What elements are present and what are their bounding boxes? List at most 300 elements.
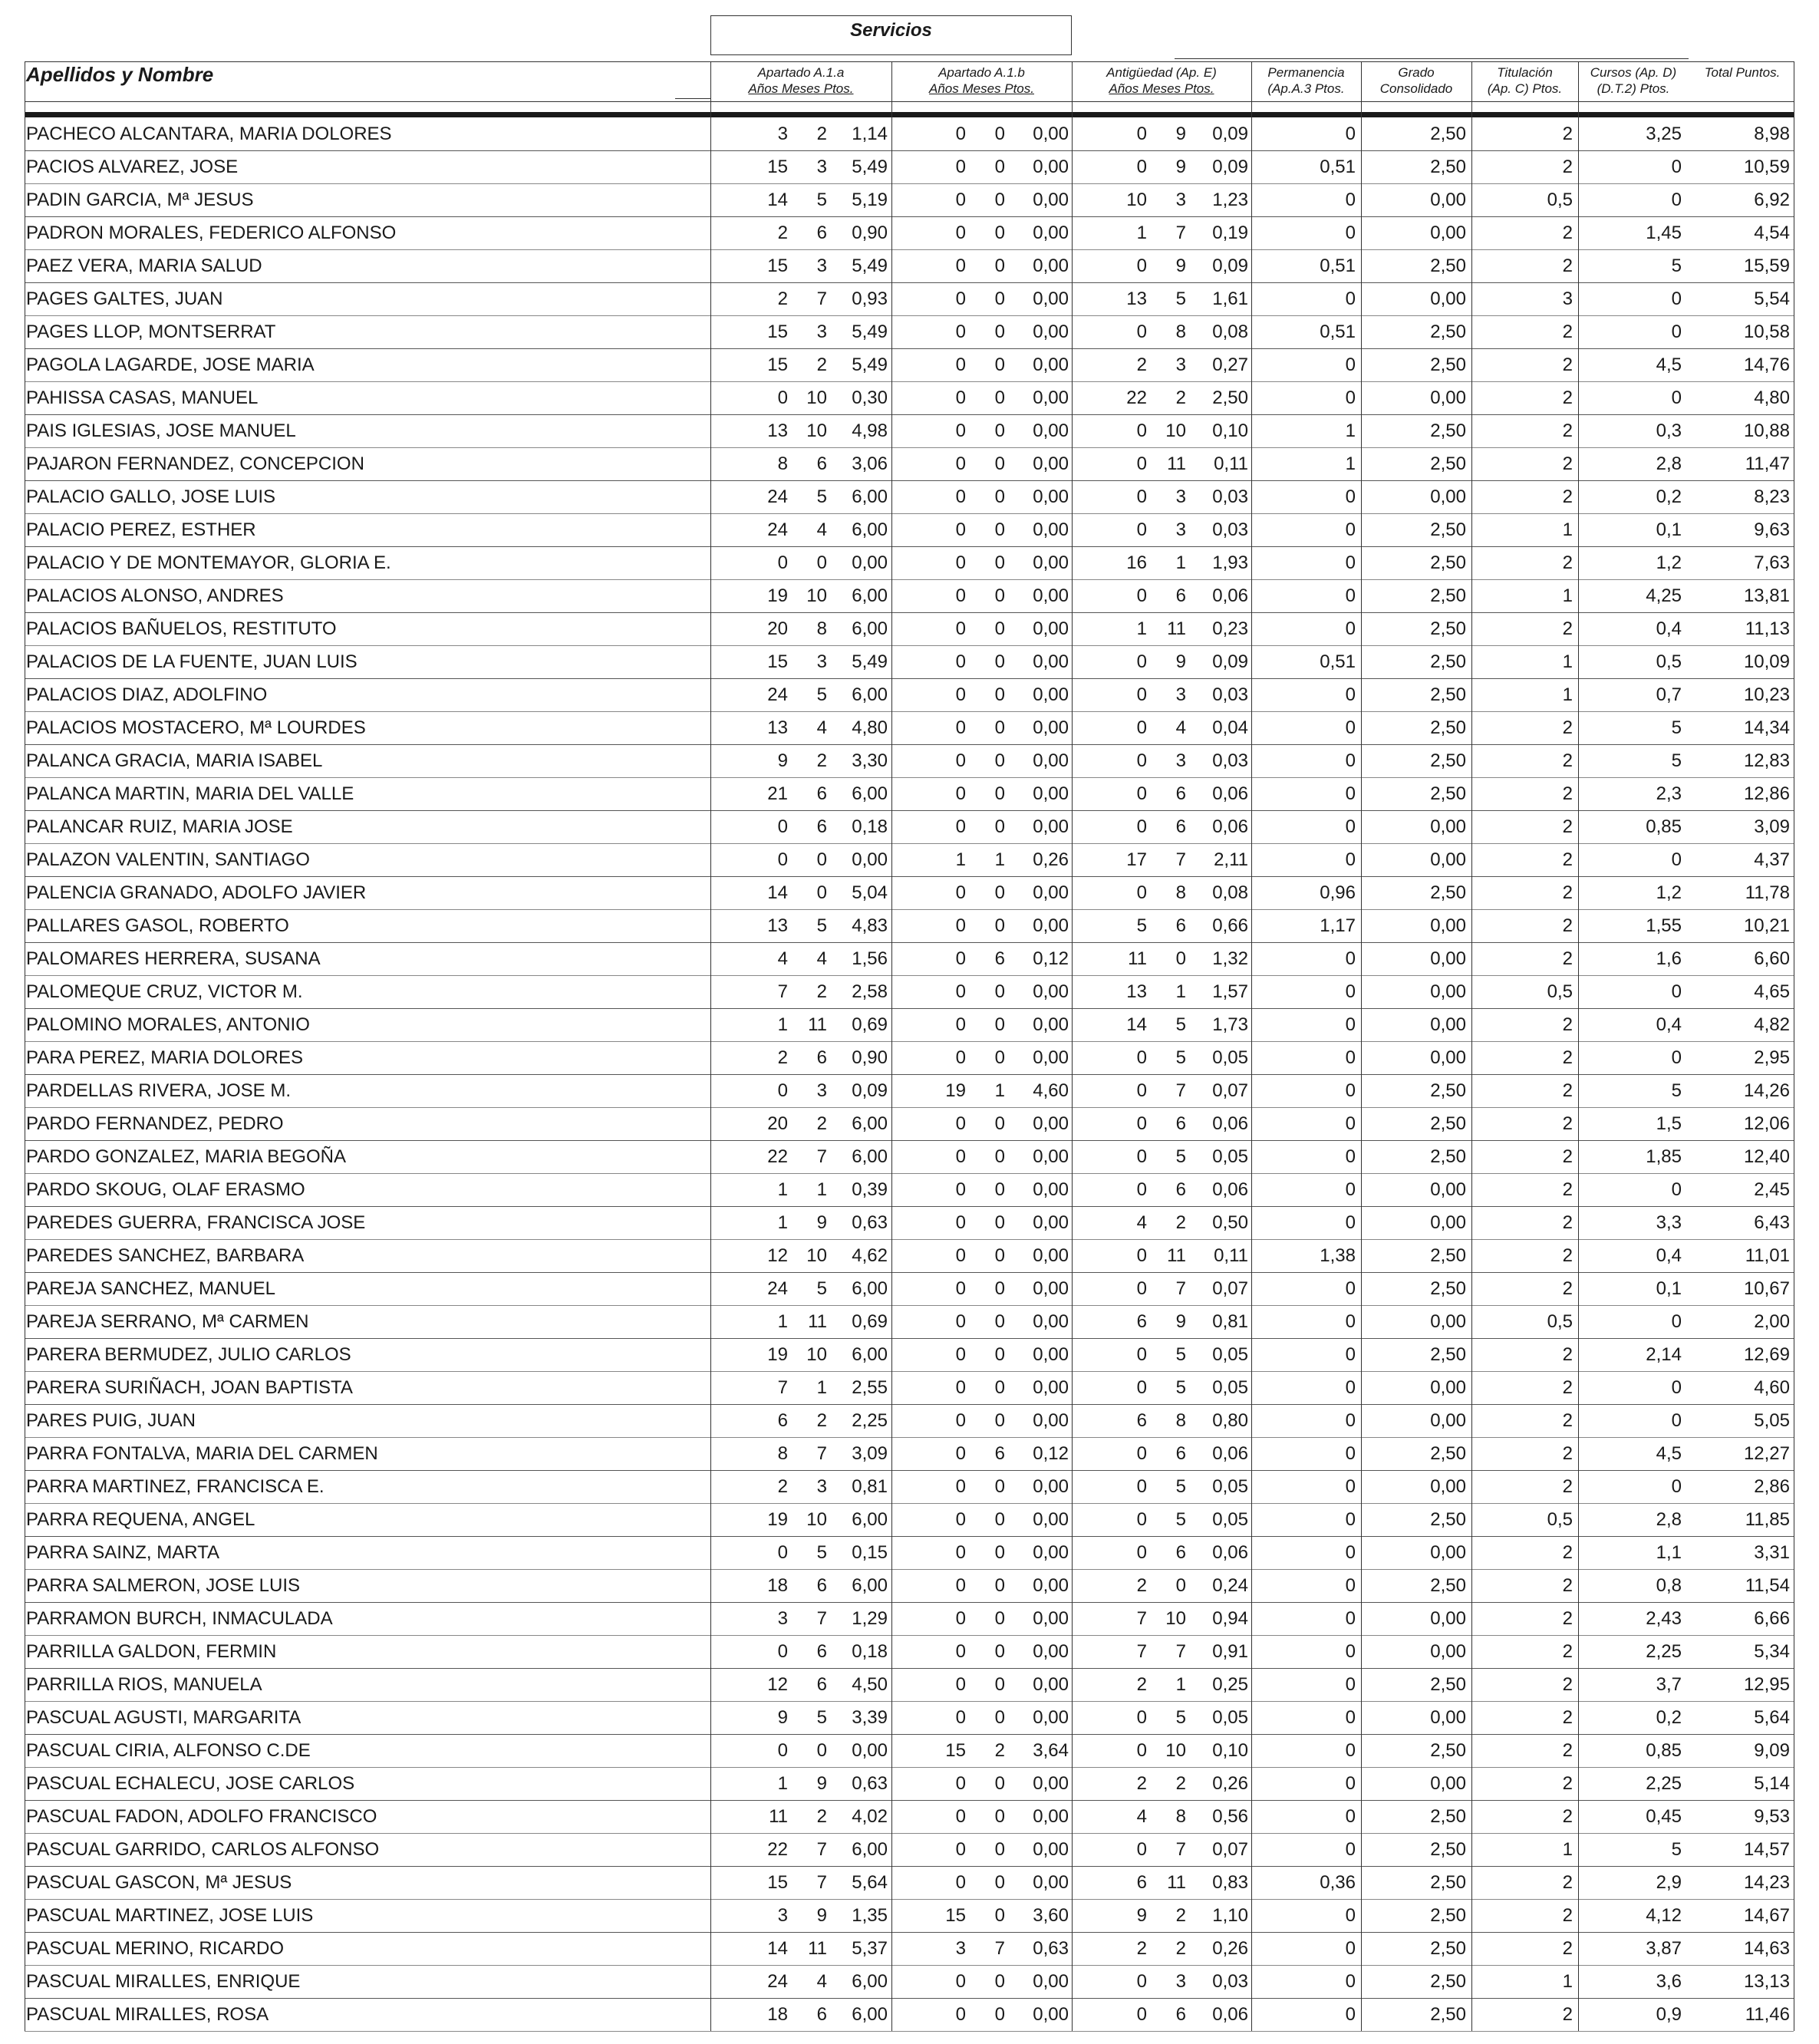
cell-a1a-months: 9: [816, 1212, 827, 1233]
cell-total-points: 12,83: [1743, 750, 1790, 771]
cell-a1b-years: 0: [955, 1212, 966, 1233]
servicios-header: Servicios: [710, 15, 1072, 55]
cell-total-points: 5,64: [1754, 1707, 1790, 1728]
cell-a1a-months: 6: [816, 1047, 827, 1068]
cell-antiguedad-points: 0,03: [1212, 519, 1248, 540]
cell-a1a-points: 5,04: [852, 882, 888, 903]
cell-titulacion-points: 1: [1562, 651, 1573, 672]
cell-permanencia-points: 0: [1345, 2004, 1356, 2025]
cell-antiguedad-months: 5: [1175, 1047, 1186, 1068]
cell-a1a-months: 5: [816, 915, 827, 936]
cell-permanencia-points: 1: [1345, 420, 1356, 441]
cell-name: PADIN GARCIA, Mª JESUS: [26, 190, 254, 210]
cell-permanencia-points: 0,51: [1320, 256, 1356, 276]
cell-antiguedad-points: 0,09: [1212, 157, 1248, 177]
cell-antiguedad-points: 0,91: [1212, 1641, 1248, 1662]
cell-permanencia-points: 0: [1345, 1311, 1356, 1332]
cell-antiguedad-months: 3: [1175, 354, 1186, 375]
cell-titulacion-points: 1: [1562, 585, 1573, 606]
cell-name: PARA PEREZ, MARIA DOLORES: [26, 1047, 303, 1068]
cell-a1a-points: 6,00: [852, 1344, 888, 1365]
cell-total-points: 3,09: [1754, 816, 1790, 837]
cell-a1b-years: 0: [955, 1509, 966, 1530]
table-row: [0, 1932, 1819, 1965]
cell-antiguedad-years: 0: [1136, 1839, 1147, 1860]
header-top-rule: [25, 61, 1794, 62]
cell-permanencia-points: 1,17: [1320, 915, 1356, 936]
cell-permanencia-points: 0: [1345, 1410, 1356, 1431]
cell-a1b-points: 0,00: [1033, 717, 1069, 738]
cell-a1b-years: 15: [945, 1740, 966, 1761]
cell-antiguedad-years: 0: [1136, 519, 1147, 540]
column-divider: [1251, 61, 1252, 2031]
cell-total-points: 11,01: [1745, 1245, 1790, 1266]
cell-antiguedad-points: 0,05: [1212, 1377, 1248, 1398]
cell-total-points: 5,05: [1754, 1410, 1790, 1431]
cell-a1a-years: 15: [767, 651, 788, 672]
cell-a1b-months: 0: [994, 190, 1005, 210]
cell-permanencia-points: 0: [1345, 1014, 1356, 1035]
cell-total-points: 12,40: [1743, 1146, 1790, 1167]
cell-name: PALACIO PEREZ, ESTHER: [26, 519, 256, 540]
cell-antiguedad-points: 0,66: [1212, 915, 1248, 936]
cell-antiguedad-months: 9: [1175, 157, 1186, 177]
cell-antiguedad-points: 0,04: [1212, 717, 1248, 738]
cell-total-points: 11,47: [1745, 453, 1790, 474]
cell-name: PAJARON FERNANDEZ, CONCEPCION: [26, 453, 364, 474]
cell-antiguedad-points: 0,06: [1212, 2004, 1248, 2025]
cell-titulacion-points: 2: [1562, 1806, 1573, 1827]
cell-a1a-years: 15: [767, 321, 788, 342]
cell-name: PALANCAR RUIZ, MARIA JOSE: [26, 816, 293, 837]
cell-a1a-years: 9: [777, 750, 788, 771]
cell-a1a-months: 0: [816, 882, 827, 903]
cell-name: PARRA REQUENA, ANGEL: [26, 1509, 255, 1530]
cell-antiguedad-months: 10: [1165, 420, 1186, 441]
cell-permanencia-points: 0: [1345, 552, 1356, 573]
cell-antiguedad-years: 5: [1136, 915, 1147, 936]
cell-antiguedad-years: 2: [1136, 1674, 1147, 1695]
cell-cursos-points: 1,2: [1656, 552, 1682, 573]
cell-grado-points: 0,00: [1430, 190, 1466, 210]
cell-a1a-years: 2: [777, 1047, 788, 1068]
titulacion-subtitle: (Ap. C) Ptos.: [1487, 81, 1563, 96]
cell-cursos-points: 0: [1671, 1377, 1682, 1398]
cell-permanencia-points: 0: [1345, 585, 1356, 606]
cell-a1b-months: 6: [994, 948, 1005, 969]
table-row: [0, 348, 1819, 381]
cell-permanencia-points: 1,38: [1320, 1245, 1356, 1266]
cell-a1a-months: 11: [808, 1938, 827, 1959]
cell-antiguedad-months: 6: [1175, 1113, 1186, 1134]
cell-a1a-months: 5: [816, 190, 827, 210]
cell-total-points: 9,53: [1754, 1806, 1790, 1827]
cell-total-points: 8,23: [1754, 486, 1790, 507]
cell-grado-points: 2,50: [1430, 585, 1466, 606]
table-row: [0, 480, 1819, 513]
cell-antiguedad-years: 1: [1136, 618, 1147, 639]
cell-a1a-months: 3: [816, 321, 827, 342]
cell-grado-points: 0,00: [1430, 1641, 1466, 1662]
cell-a1b-years: 1: [955, 849, 966, 870]
cell-permanencia-points: 0: [1345, 816, 1356, 837]
cell-antiguedad-months: 0: [1175, 948, 1186, 969]
cell-grado-points: 2,50: [1430, 1806, 1466, 1827]
cell-a1a-months: 2: [816, 1806, 827, 1827]
header-thick-rule: [25, 112, 1794, 117]
cell-a1b-years: 0: [955, 1443, 966, 1464]
cell-a1b-years: 0: [955, 684, 966, 705]
cell-a1a-points: 2,55: [852, 1377, 888, 1398]
cell-permanencia-points: 0: [1345, 1509, 1356, 1530]
cell-cursos-points: 2,25: [1646, 1773, 1682, 1794]
cell-a1a-points: 5,64: [852, 1872, 888, 1893]
cell-permanencia-points: 0: [1345, 519, 1356, 540]
cell-a1b-years: 0: [955, 552, 966, 573]
cell-antiguedad-years: 1: [1136, 223, 1147, 243]
cell-a1a-points: 5,49: [852, 157, 888, 177]
cell-titulacion-points: 2: [1562, 1377, 1573, 1398]
cell-total-points: 12,86: [1743, 783, 1790, 804]
cell-total-points: 14,34: [1743, 717, 1790, 738]
cell-a1b-years: 0: [955, 1641, 966, 1662]
cell-name: PARRILLA RIOS, MANUELA: [26, 1674, 262, 1695]
cell-permanencia-points: 0: [1345, 1575, 1356, 1596]
cell-antiguedad-years: 7: [1136, 1608, 1147, 1629]
cell-a1b-years: 0: [955, 1575, 966, 1596]
cell-a1a-years: 19: [767, 1509, 788, 1530]
cell-antiguedad-years: 0: [1136, 1113, 1147, 1134]
cell-total-points: 5,14: [1754, 1773, 1790, 1794]
cell-a1b-years: 0: [955, 981, 966, 1002]
cell-permanencia-points: 0: [1345, 1740, 1356, 1761]
cell-titulacion-points: 2: [1562, 1047, 1573, 1068]
cell-titulacion-points: 2: [1562, 1245, 1573, 1266]
cell-permanencia-points: 0,51: [1320, 321, 1356, 342]
cell-grado-points: 0,00: [1430, 1476, 1466, 1497]
cell-total-points: 14,76: [1743, 354, 1790, 375]
cell-a1a-years: 24: [767, 519, 788, 540]
cell-a1a-months: 2: [816, 1113, 827, 1134]
a1a-title: Apartado A.1.a: [757, 65, 845, 80]
cell-permanencia-points: 0: [1345, 1146, 1356, 1167]
cell-a1a-months: 3: [816, 1476, 827, 1497]
table-row: [0, 777, 1819, 810]
cell-antiguedad-months: 8: [1175, 882, 1186, 903]
cell-cursos-points: 1,2: [1656, 882, 1682, 903]
cell-antiguedad-years: 0: [1136, 2004, 1147, 2025]
cell-a1a-years: 15: [767, 1872, 788, 1893]
cell-a1a-points: 1,29: [852, 1608, 888, 1629]
cell-name: PALACIOS DE LA FUENTE, JUAN LUIS: [26, 651, 358, 672]
cell-antiguedad-points: 0,23: [1212, 618, 1248, 639]
cell-titulacion-points: 2: [1562, 1410, 1573, 1431]
column-divider: [891, 61, 892, 2031]
column-header-titulacion: [1471, 64, 1578, 97]
cell-antiguedad-points: 0,25: [1212, 1674, 1248, 1695]
cell-grado-points: 2,50: [1430, 618, 1466, 639]
cell-name: PARRA SAINZ, MARTA: [26, 1542, 220, 1563]
cell-a1a-months: 0: [816, 552, 827, 573]
cell-grado-points: 2,50: [1430, 1575, 1466, 1596]
cell-a1a-points: 0,00: [852, 552, 888, 573]
cell-a1a-years: 22: [767, 1146, 788, 1167]
cell-antiguedad-months: 9: [1175, 1311, 1186, 1332]
cell-grado-points: 2,50: [1430, 1839, 1466, 1860]
cell-name: PALANCA GRACIA, MARIA ISABEL: [26, 750, 323, 771]
cell-name: PAREDES GUERRA, FRANCISCA JOSE: [26, 1212, 366, 1233]
cell-antiguedad-points: 0,10: [1212, 1740, 1248, 1761]
cell-total-points: 5,34: [1754, 1641, 1790, 1662]
cell-grado-points: 0,00: [1430, 288, 1466, 309]
cell-a1b-months: 0: [994, 1707, 1005, 1728]
cell-name: PALOMINO MORALES, ANTONIO: [26, 1014, 310, 1035]
cell-a1a-points: 0,69: [852, 1311, 888, 1332]
cell-name: PAREJA SANCHEZ, MANUEL: [26, 1278, 275, 1299]
cell-a1b-years: 0: [955, 1674, 966, 1695]
cell-name: PARDO FERNANDEZ, PEDRO: [26, 1113, 284, 1134]
cell-total-points: 2,00: [1754, 1311, 1790, 1332]
cell-total-points: 10,58: [1743, 321, 1790, 342]
cell-titulacion-points: 2: [1562, 1773, 1573, 1794]
cell-antiguedad-months: 4: [1175, 717, 1186, 738]
cell-a1a-months: 5: [816, 1278, 827, 1299]
cell-a1b-points: 0,00: [1033, 190, 1069, 210]
cell-antiguedad-years: 0: [1136, 486, 1147, 507]
cell-antiguedad-points: 0,06: [1212, 783, 1248, 804]
cell-antiguedad-months: 9: [1175, 256, 1186, 276]
cell-a1a-years: 14: [767, 1938, 788, 1959]
cell-a1a-months: 6: [816, 783, 827, 804]
cell-antiguedad-months: 1: [1175, 1674, 1186, 1695]
cell-a1a-months: 7: [816, 1608, 827, 1629]
cell-a1a-points: 6,00: [852, 1971, 888, 1992]
cell-antiguedad-points: 0,94: [1212, 1608, 1248, 1629]
cell-permanencia-points: 0: [1345, 1542, 1356, 1563]
titulacion-title: Titulación: [1497, 65, 1553, 80]
cell-permanencia-points: 0: [1345, 783, 1356, 804]
column-header-a1a: [710, 64, 891, 97]
cell-a1b-points: 0,00: [1033, 321, 1069, 342]
cell-a1a-points: 6,00: [852, 486, 888, 507]
cell-antiguedad-years: 0: [1136, 1146, 1147, 1167]
cell-a1b-years: 0: [955, 750, 966, 771]
cell-a1b-points: 0,00: [1033, 981, 1069, 1002]
cell-a1a-years: 24: [767, 1971, 788, 1992]
cell-a1b-months: 0: [994, 1674, 1005, 1695]
cell-a1b-points: 0,00: [1033, 288, 1069, 309]
cell-total-points: 15,59: [1743, 256, 1790, 276]
table-row: [0, 1800, 1819, 1833]
total-title: Total Puntos.: [1704, 65, 1781, 80]
cell-name: PAGES LLOP, MONTSERRAT: [26, 321, 276, 342]
cell-a1b-years: 0: [955, 1872, 966, 1893]
permanencia-title: Permanencia: [1267, 65, 1345, 80]
table-row: [0, 381, 1819, 414]
table-row: [0, 810, 1819, 843]
cell-a1b-months: 0: [994, 256, 1005, 276]
cell-a1b-months: 0: [994, 882, 1005, 903]
a1a-subtitle: Años Meses Ptos.: [748, 81, 854, 96]
cell-antiguedad-years: 0: [1136, 1740, 1147, 1761]
cell-cursos-points: 5: [1671, 717, 1682, 738]
cell-a1b-years: 0: [955, 585, 966, 606]
cell-titulacion-points: 2: [1562, 1443, 1573, 1464]
cell-a1a-months: 7: [816, 1146, 827, 1167]
cell-antiguedad-months: 3: [1175, 750, 1186, 771]
cell-permanencia-points: 0: [1345, 1476, 1356, 1497]
cell-a1a-points: 5,37: [852, 1938, 888, 1959]
cell-a1b-years: 0: [955, 882, 966, 903]
table-row: [0, 1041, 1819, 1074]
cell-name: PARES PUIG, JUAN: [26, 1410, 196, 1431]
cell-a1a-months: 3: [816, 157, 827, 177]
cell-total-points: 14,57: [1743, 1839, 1790, 1860]
cell-antiguedad-months: 5: [1175, 1014, 1186, 1035]
cell-name: PAEZ VERA, MARIA SALUD: [26, 256, 262, 276]
table-row: [0, 1668, 1819, 1701]
cell-a1b-years: 0: [955, 223, 966, 243]
cell-antiguedad-years: 0: [1136, 1509, 1147, 1530]
cell-name: PADRON MORALES, FEDERICO ALFONSO: [26, 223, 397, 243]
cell-a1b-months: 0: [994, 1410, 1005, 1431]
cell-grado-points: 0,00: [1430, 915, 1466, 936]
cell-a1b-years: 0: [955, 1773, 966, 1794]
cell-a1a-years: 7: [777, 981, 788, 1002]
cell-a1a-years: 15: [767, 157, 788, 177]
cell-a1a-months: 6: [816, 816, 827, 837]
cell-a1b-years: 0: [955, 1047, 966, 1068]
cell-antiguedad-years: 0: [1136, 1707, 1147, 1728]
table-row: [0, 876, 1819, 909]
cell-titulacion-points: 1: [1562, 519, 1573, 540]
cell-grado-points: 2,50: [1430, 552, 1466, 573]
cell-grado-points: 2,50: [1430, 1443, 1466, 1464]
cell-a1a-months: 3: [816, 651, 827, 672]
cell-antiguedad-points: 0,05: [1212, 1707, 1248, 1728]
cell-a1a-months: 2: [816, 124, 827, 144]
cell-name: PARERA BERMUDEZ, JULIO CARLOS: [26, 1344, 351, 1365]
cell-antiguedad-months: 5: [1175, 288, 1186, 309]
cell-cursos-points: 0: [1671, 1476, 1682, 1497]
table-row: [0, 612, 1819, 645]
cell-cursos-points: 5: [1671, 750, 1682, 771]
cell-grado-points: 0,00: [1430, 981, 1466, 1002]
cell-grado-points: 2,50: [1430, 1080, 1466, 1101]
cell-cursos-points: 0: [1671, 849, 1682, 870]
cell-antiguedad-months: 3: [1175, 519, 1186, 540]
cell-a1a-points: 4,98: [852, 420, 888, 441]
table-row: [0, 1767, 1819, 1800]
header-rule-right: [1175, 58, 1689, 59]
cell-a1a-years: 19: [767, 1344, 788, 1365]
column-header-antiguedad: [1072, 64, 1251, 97]
cell-name: PARRAMON BURCH, INMACULADA: [26, 1608, 333, 1629]
cell-grado-points: 2,50: [1430, 684, 1466, 705]
table-row: [0, 249, 1819, 282]
cell-a1a-months: 4: [816, 717, 827, 738]
cell-a1b-months: 0: [994, 1905, 1005, 1926]
cell-a1b-months: 0: [994, 1344, 1005, 1365]
cell-antiguedad-years: 0: [1136, 124, 1147, 144]
cell-a1a-months: 6: [816, 1674, 827, 1695]
cell-antiguedad-points: 0,05: [1212, 1476, 1248, 1497]
cell-antiguedad-months: 3: [1175, 190, 1186, 210]
cell-antiguedad-points: 0,50: [1212, 1212, 1248, 1233]
cell-a1b-years: 0: [955, 420, 966, 441]
cell-a1b-years: 0: [955, 157, 966, 177]
cell-total-points: 7,63: [1754, 552, 1790, 573]
column-header-a1b: [891, 64, 1072, 97]
cell-a1b-points: 0,00: [1033, 223, 1069, 243]
cell-a1b-months: 0: [994, 1476, 1005, 1497]
cell-antiguedad-months: 6: [1175, 816, 1186, 837]
cell-a1a-points: 0,69: [852, 1014, 888, 1035]
cell-a1a-years: 1: [777, 1212, 788, 1233]
cell-permanencia-points: 0: [1345, 1905, 1356, 1926]
cell-a1a-years: 9: [777, 1707, 788, 1728]
table-row: [0, 1701, 1819, 1734]
cell-permanencia-points: 1: [1345, 453, 1356, 474]
cell-grado-points: 2,50: [1430, 354, 1466, 375]
cell-antiguedad-points: 1,61: [1212, 288, 1248, 309]
cell-a1a-points: 0,63: [852, 1212, 888, 1233]
cell-a1b-points: 0,00: [1033, 618, 1069, 639]
cell-cursos-points: 3,3: [1656, 1212, 1682, 1233]
cell-a1a-months: 1: [816, 1179, 827, 1200]
cell-a1a-years: 24: [767, 486, 788, 507]
cell-a1b-points: 0,00: [1033, 1773, 1069, 1794]
cell-a1b-months: 0: [994, 1608, 1005, 1629]
cell-titulacion-points: 2: [1562, 816, 1573, 837]
table-row: [0, 1998, 1819, 2031]
cell-a1a-years: 24: [767, 1278, 788, 1299]
cell-antiguedad-points: 0,10: [1212, 420, 1248, 441]
cell-cursos-points: 2,43: [1646, 1608, 1682, 1629]
cell-antiguedad-months: 7: [1175, 1278, 1186, 1299]
cell-cursos-points: 1,45: [1646, 223, 1682, 243]
cell-name: PASCUAL MIRALLES, ROSA: [26, 2004, 269, 2025]
cell-a1a-months: 10: [806, 585, 827, 606]
cell-a1b-years: 0: [955, 288, 966, 309]
table-row: [0, 1008, 1819, 1041]
table-row: [0, 1140, 1819, 1173]
grado-title: Grado: [1398, 65, 1435, 80]
cell-permanencia-points: 0: [1345, 124, 1356, 144]
cell-a1b-years: 0: [955, 1608, 966, 1629]
cell-total-points: 11,13: [1745, 618, 1790, 639]
cell-a1a-points: 3,09: [852, 1443, 888, 1464]
cell-a1a-points: 4,83: [852, 915, 888, 936]
cell-cursos-points: 4,25: [1646, 585, 1682, 606]
cell-a1b-points: 0,12: [1033, 948, 1069, 969]
cell-grado-points: 2,50: [1430, 1674, 1466, 1695]
cell-antiguedad-years: 11: [1128, 948, 1147, 969]
cell-antiguedad-months: 5: [1175, 1476, 1186, 1497]
cell-cursos-points: 1,85: [1646, 1146, 1682, 1167]
cell-a1a-points: 6,00: [852, 519, 888, 540]
cell-cursos-points: 0,1: [1656, 519, 1682, 540]
cell-a1b-points: 0,00: [1033, 519, 1069, 540]
cell-titulacion-points: 2: [1562, 1014, 1573, 1035]
cell-permanencia-points: 0: [1345, 1773, 1356, 1794]
cell-grado-points: 2,50: [1430, 783, 1466, 804]
cell-total-points: 3,31: [1754, 1542, 1790, 1563]
cell-antiguedad-months: 6: [1175, 783, 1186, 804]
cell-a1b-years: 0: [955, 1839, 966, 1860]
table-row: [0, 1569, 1819, 1602]
cell-a1b-points: 0,26: [1033, 849, 1069, 870]
